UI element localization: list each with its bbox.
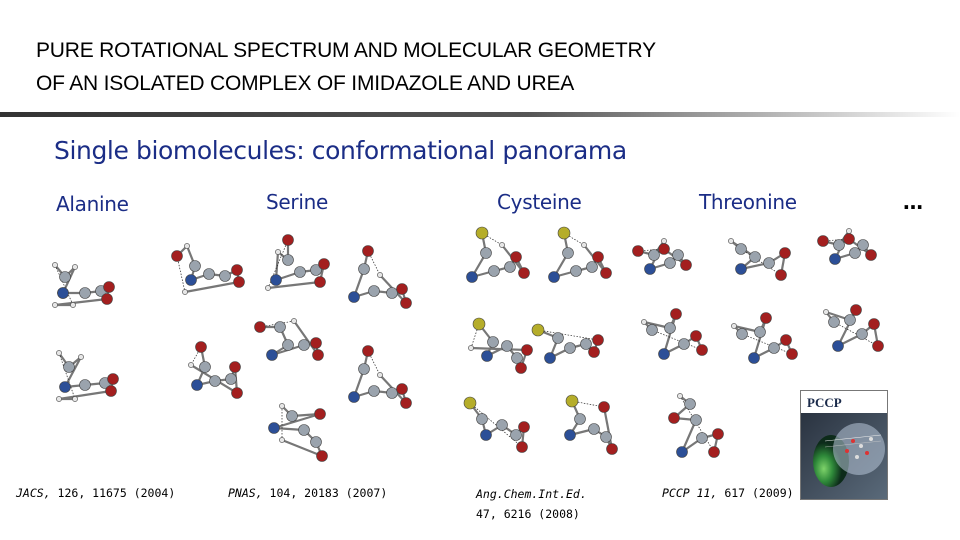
- atom: [172, 251, 183, 262]
- atom: [232, 265, 243, 276]
- atom: [823, 309, 828, 314]
- citation-cysteine-line2: 47, 6216 (2008): [476, 507, 580, 521]
- citation-journal: PCCP 11,: [662, 486, 718, 500]
- atom: [761, 313, 772, 324]
- citation-cysteine: [476, 487, 587, 501]
- atom: [477, 414, 488, 425]
- molecule-structure: [269, 403, 328, 461]
- label-serine: Serine: [266, 190, 328, 214]
- atom: [481, 248, 492, 259]
- atom: [359, 264, 370, 275]
- atom: [70, 302, 75, 307]
- atom: [750, 252, 761, 263]
- atom: [519, 268, 530, 279]
- atom: [697, 433, 708, 444]
- atom: [601, 268, 612, 279]
- atom: [80, 288, 91, 299]
- atom: [737, 329, 748, 340]
- atom: [315, 277, 326, 288]
- atom: [565, 430, 576, 441]
- atom: [226, 374, 237, 385]
- atom: [190, 261, 201, 272]
- atom: [104, 282, 115, 293]
- atom: [776, 270, 787, 281]
- atom: [516, 363, 527, 374]
- atom: [517, 442, 528, 453]
- atom: [769, 343, 780, 354]
- hydrogen-bond: [538, 330, 598, 340]
- molecule-structure: [818, 228, 877, 264]
- atom: [866, 250, 877, 261]
- atom: [571, 266, 582, 277]
- atom: [665, 323, 676, 334]
- atom: [593, 252, 604, 263]
- atom: [363, 246, 374, 257]
- atom: [818, 236, 829, 247]
- atom: [78, 354, 83, 359]
- molecule-structure: [823, 305, 883, 352]
- citation-serine: [228, 486, 387, 500]
- atom: [519, 422, 530, 433]
- citation-journal: Ang.Chem.Int.Ed.: [476, 487, 587, 501]
- atom: [709, 447, 720, 458]
- atom: [488, 337, 499, 348]
- atom: [780, 248, 791, 259]
- atom: [287, 411, 298, 422]
- atom: [850, 248, 861, 259]
- atom: [349, 392, 360, 403]
- molecule-structure: [52, 262, 114, 307]
- atom: [697, 345, 708, 356]
- atom: [271, 275, 282, 286]
- atom: [505, 262, 516, 273]
- atom: [80, 380, 91, 391]
- cover-artwork: [801, 391, 887, 499]
- atom: [851, 305, 862, 316]
- atom: [857, 329, 868, 340]
- molecule-structure: [467, 227, 530, 283]
- atom: [283, 235, 294, 246]
- atom: [397, 384, 408, 395]
- atom: [755, 327, 766, 338]
- atom: [673, 250, 684, 261]
- atom: [593, 335, 604, 346]
- molecule-structure: [468, 318, 532, 374]
- atom: [291, 318, 296, 323]
- atom: [464, 397, 476, 409]
- molecule-structure: [565, 395, 618, 455]
- atom: [846, 228, 851, 233]
- slide-subtitle: Single biomolecules: conformational panorama: [54, 136, 627, 165]
- atom: [549, 272, 560, 283]
- atom: [52, 302, 57, 307]
- atom: [295, 267, 306, 278]
- atom: [563, 248, 574, 259]
- title-line-1: PURE ROTATIONAL SPECTRUM AND MOLECULAR GEOMETRY: [36, 39, 656, 62]
- label-alanine: Alanine: [56, 192, 129, 216]
- atom: [830, 254, 841, 265]
- atom: [196, 342, 207, 353]
- atom: [873, 341, 884, 352]
- atom: [691, 415, 702, 426]
- atom: [659, 349, 670, 360]
- atom: [349, 292, 360, 303]
- atom: [511, 252, 522, 263]
- atom: [489, 266, 500, 277]
- atom: [677, 393, 682, 398]
- atom: [532, 324, 544, 336]
- label-cysteine: Cysteine: [497, 190, 582, 214]
- atom: [299, 340, 310, 351]
- atom: [467, 272, 478, 283]
- atom: [607, 444, 618, 455]
- atom: [736, 264, 747, 275]
- atom: [661, 238, 666, 243]
- atom: [545, 353, 556, 364]
- atom: [713, 429, 724, 440]
- atom: [184, 243, 189, 248]
- atom: [677, 447, 688, 458]
- atom: [311, 437, 322, 448]
- atom: [581, 242, 586, 247]
- pccp-journal-cover: [800, 390, 888, 500]
- atom: [275, 249, 280, 254]
- atom: [377, 372, 382, 377]
- atom: [787, 349, 798, 360]
- atom: [188, 362, 193, 367]
- atom: [267, 350, 278, 361]
- atom: [858, 240, 869, 251]
- atom: [833, 341, 844, 352]
- atom: [829, 317, 840, 328]
- atom: [679, 339, 690, 350]
- atom: [299, 425, 310, 436]
- citation-alanine: [16, 486, 175, 500]
- citation-journal: JACS,: [16, 486, 51, 500]
- atom: [599, 402, 610, 413]
- atom: [204, 269, 215, 280]
- molecule-structure: [532, 324, 604, 364]
- atom: [265, 285, 270, 290]
- atom: [72, 396, 77, 401]
- atom: [685, 399, 696, 410]
- atom: [369, 386, 380, 397]
- molecule-structure: [188, 342, 242, 399]
- citation-journal: PNAS,: [228, 486, 263, 500]
- atom: [845, 315, 856, 326]
- atom: [834, 240, 845, 251]
- atom: [647, 325, 658, 336]
- atom: [60, 382, 71, 393]
- atom: [182, 289, 187, 294]
- atom: [659, 244, 670, 255]
- atom: [499, 242, 504, 247]
- molecule-structure: [549, 227, 612, 283]
- citation-threonine: [662, 486, 794, 500]
- atom: [497, 420, 508, 431]
- atom: [106, 386, 117, 397]
- atom: [681, 260, 692, 271]
- atom: [283, 255, 294, 266]
- atom: [397, 284, 408, 295]
- atom: [575, 414, 586, 425]
- atom: [589, 424, 600, 435]
- atom: [363, 346, 374, 357]
- atom: [279, 437, 284, 442]
- atom: [764, 258, 775, 269]
- atom: [313, 350, 324, 361]
- atom: [844, 234, 855, 245]
- atom: [589, 347, 600, 358]
- molecule-structure: [56, 350, 118, 401]
- atom: [311, 338, 322, 349]
- atom: [230, 362, 241, 373]
- molecule-structure: [633, 238, 692, 274]
- atom: [102, 294, 113, 305]
- atom: [566, 395, 578, 407]
- citation-details: 617 (2009): [717, 486, 794, 500]
- molecule-structure: [265, 235, 329, 291]
- atom: [728, 238, 733, 243]
- cover-title: PCCP: [807, 395, 842, 410]
- molecule-structure: [172, 243, 245, 294]
- citation-details: 104, 20183 (2007): [262, 486, 388, 500]
- atom: [64, 362, 75, 373]
- atom: [669, 413, 680, 424]
- molecule-structure: [669, 393, 724, 457]
- atom: [377, 272, 382, 277]
- atom: [315, 409, 326, 420]
- atom: [319, 259, 330, 270]
- atom: [641, 319, 646, 324]
- molecule-structure: [349, 346, 412, 409]
- atom: [58, 288, 69, 299]
- atom: [283, 340, 294, 351]
- atom: [186, 275, 197, 286]
- atom: [210, 376, 221, 387]
- atom: [56, 350, 61, 355]
- molecule-structure: [728, 238, 790, 280]
- atom: [369, 286, 380, 297]
- atom: [387, 388, 398, 399]
- atom: [72, 264, 77, 269]
- atom: [473, 318, 485, 330]
- atom: [200, 362, 211, 373]
- atom: [512, 353, 523, 364]
- atom: [317, 451, 328, 462]
- title-line-2: OF AN ISOLATED COMPLEX OF IMIDAZOLE AND UREA: [36, 72, 575, 95]
- atom: [731, 323, 736, 328]
- atom: [220, 271, 231, 282]
- atom: [387, 288, 398, 299]
- atom: [522, 345, 533, 356]
- atom: [581, 339, 592, 350]
- molecule-structure: [255, 318, 324, 360]
- ellipsis: …: [903, 190, 923, 214]
- atom: [749, 353, 760, 364]
- atom: [553, 333, 564, 344]
- atom: [869, 319, 880, 330]
- molecule-structure: [731, 313, 797, 364]
- label-threonine: Threonine: [699, 190, 797, 214]
- atom: [275, 322, 286, 333]
- atom: [671, 309, 682, 320]
- atom: [665, 258, 676, 269]
- atom: [691, 331, 702, 342]
- molecule-structure: [464, 397, 530, 453]
- atom: [511, 430, 522, 441]
- atom: [401, 298, 412, 309]
- atom: [633, 246, 644, 257]
- atom: [52, 262, 57, 267]
- molecule-structure: [641, 309, 707, 360]
- atom: [587, 262, 598, 273]
- atom: [56, 396, 61, 401]
- atom: [502, 341, 513, 352]
- atom: [468, 345, 473, 350]
- atom: [781, 335, 792, 346]
- atom: [558, 227, 570, 239]
- atom: [255, 322, 266, 333]
- atom: [232, 388, 243, 399]
- atom: [60, 272, 71, 283]
- molecule-structure: [349, 246, 412, 309]
- atom: [736, 244, 747, 255]
- atom: [401, 398, 412, 409]
- atom: [269, 423, 280, 434]
- atom: [234, 277, 245, 288]
- bond: [471, 348, 527, 350]
- atom: [279, 403, 284, 408]
- citation-details: 126, 11675 (2004): [50, 486, 176, 500]
- atom: [645, 264, 656, 275]
- atom: [481, 430, 492, 441]
- atom: [565, 343, 576, 354]
- atom: [482, 351, 493, 362]
- atom: [359, 364, 370, 375]
- atom: [601, 432, 612, 443]
- atom: [649, 250, 660, 261]
- atom: [108, 374, 119, 385]
- hydrogen-bond: [741, 249, 781, 275]
- atom: [476, 227, 488, 239]
- atom: [192, 380, 203, 391]
